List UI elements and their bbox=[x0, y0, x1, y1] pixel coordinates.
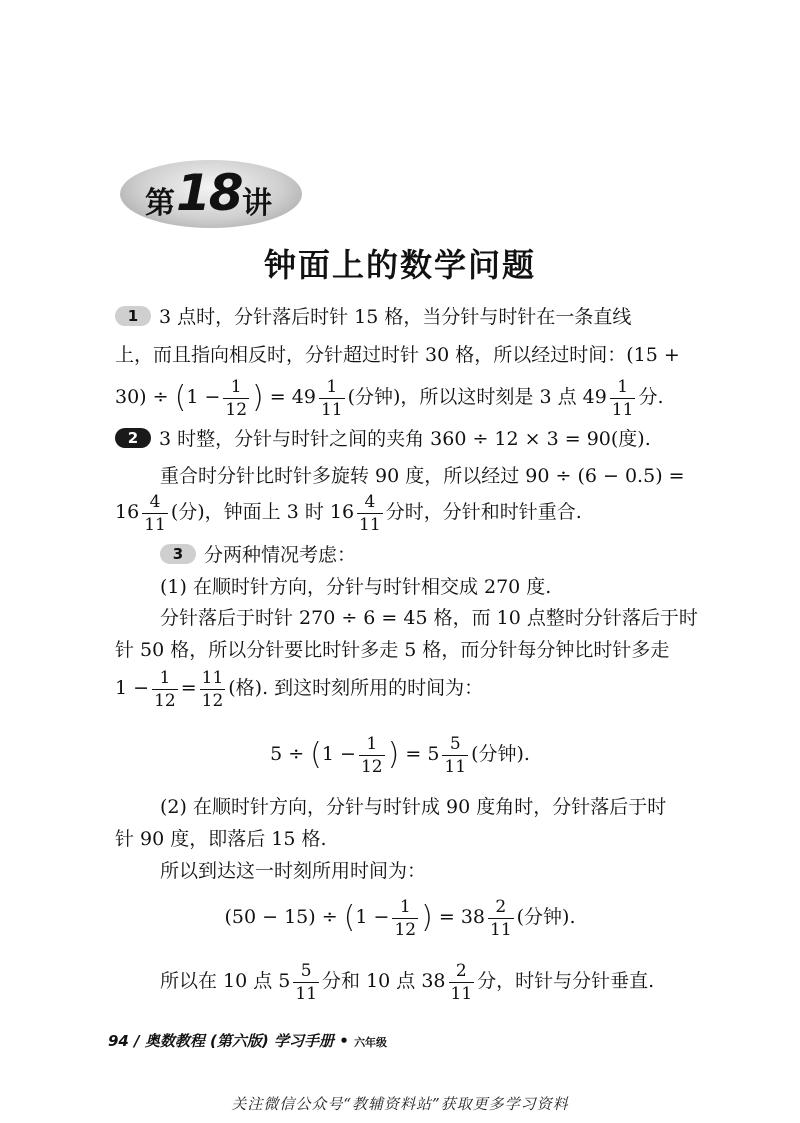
p3-case-1-a: 分针落后于时针 270 ÷ 6 = 45 格，而 10 点整时分针落后于时 bbox=[160, 607, 698, 629]
fraction: $\frac{4}{11}$ bbox=[144, 491, 166, 535]
fraction: $\frac{1}{12}$ bbox=[154, 667, 176, 711]
lecture-prefix: 第 bbox=[145, 186, 175, 221]
p3-case-1-c: 1 − $\frac{1}{12}$ = $\frac{11}{12}$ (格). 到这时刻所用的时间为： bbox=[115, 667, 484, 711]
p3-case-1-b: 针 50 格，所以分针要比时针多走 5 格，而分针每分钟比时针多走 bbox=[115, 639, 670, 661]
fraction: $\frac{1}{11}$ bbox=[611, 376, 634, 420]
book-title: 奥数教程 (第六版) 学习手册 bbox=[144, 1032, 334, 1050]
problem-2-badge: 2 bbox=[115, 428, 151, 448]
page-footer: 94 / 奥数教程 (第六版) 学习手册 • 六年级 bbox=[108, 1032, 388, 1050]
p2-line-1: 2 3 时整，分针与时针之间的夹角 360 ÷ 12 × 3 = 90(度). bbox=[115, 425, 651, 453]
p2-line-2: 重合时分针比时针多旋转 90 度，所以经过 90 ÷ (6 − 0.5) = bbox=[160, 465, 685, 487]
fraction: $\frac{5}{11}$ bbox=[295, 960, 318, 1004]
page-title: 钟面上的数学问题 bbox=[263, 246, 536, 284]
p3-case-2-a: 针 90 度，即落后 15 格. bbox=[115, 828, 327, 850]
fraction: $\frac{2}{11}$ bbox=[450, 960, 473, 1004]
p1-line-2: 上，而且指向相反时，分针超过时针 30 格，所以经过时间：(15 + bbox=[115, 344, 680, 366]
fraction: $\frac{2}{11}$ bbox=[490, 896, 512, 940]
lecture-number: 18 bbox=[176, 164, 242, 222]
p1-line-1: 1 3 点时，分针落后时针 15 格，当分针与时针在一条直线 bbox=[115, 303, 631, 331]
p3-final: 所以在 10 点 5 $\frac{5}{11}$ 分和 10 点 38 $\frac{2}{11}$ 分，时针与分针垂直. bbox=[160, 960, 655, 1004]
equation-1: 5 ÷ (1 − $\frac{1}{12}$ ) = 5 $\frac{5}{11}$ (分钟). bbox=[270, 733, 530, 777]
problem-3-badge: 3 bbox=[160, 544, 196, 564]
p3-case-1: (1) 在顺时针方向，分针与时针相交成 270 度. bbox=[160, 576, 552, 598]
grade-label: 六年级 bbox=[354, 1036, 388, 1049]
fraction: $\frac{1}{12}$ bbox=[360, 733, 383, 777]
p3-case-2-b: 所以到达这一时刻所用时间为： bbox=[160, 860, 427, 882]
fraction: $\frac{1}{12}$ bbox=[225, 376, 248, 420]
watermark-text: 关注微信公众号“教辅资料站”获取更多学习资料 bbox=[231, 1095, 569, 1113]
fraction: $\frac{4}{11}$ bbox=[359, 491, 381, 535]
p2-line-3: 16 $\frac{4}{11}$ (分)，钟面上 3 时 16 $\frac{4}{11}$ 分时，分针和时针重合. bbox=[115, 491, 582, 535]
p1-line-3: 30) ÷ (1 − $\frac{1}{12}$ ) = 49 $\frac{1}{11}$ (分钟)，所以这时刻是 3 点 49 $\frac{1}{11}$ 分. bbox=[115, 376, 664, 420]
fraction: $\frac{5}{11}$ bbox=[444, 733, 467, 777]
problem-1-badge: 1 bbox=[115, 306, 151, 326]
p3-line-0: 3 分两种情况考虑： bbox=[160, 541, 356, 569]
fraction: $\frac{11}{12}$ bbox=[201, 667, 224, 711]
fraction: $\frac{1}{12}$ bbox=[394, 896, 417, 940]
fraction: $\frac{1}{11}$ bbox=[320, 376, 343, 420]
p3-case-2: (2) 在顺时针方向，分针与时针成 90 度角时，分针落后于时 bbox=[160, 796, 667, 818]
page-number: 94 bbox=[108, 1032, 129, 1050]
equation-2: (50 − 15) ÷ (1 − $\frac{1}{12}$ ) = 38 $\frac{2}{11}$ (分钟). bbox=[224, 896, 576, 940]
lecture-suffix: 讲 bbox=[242, 186, 272, 221]
